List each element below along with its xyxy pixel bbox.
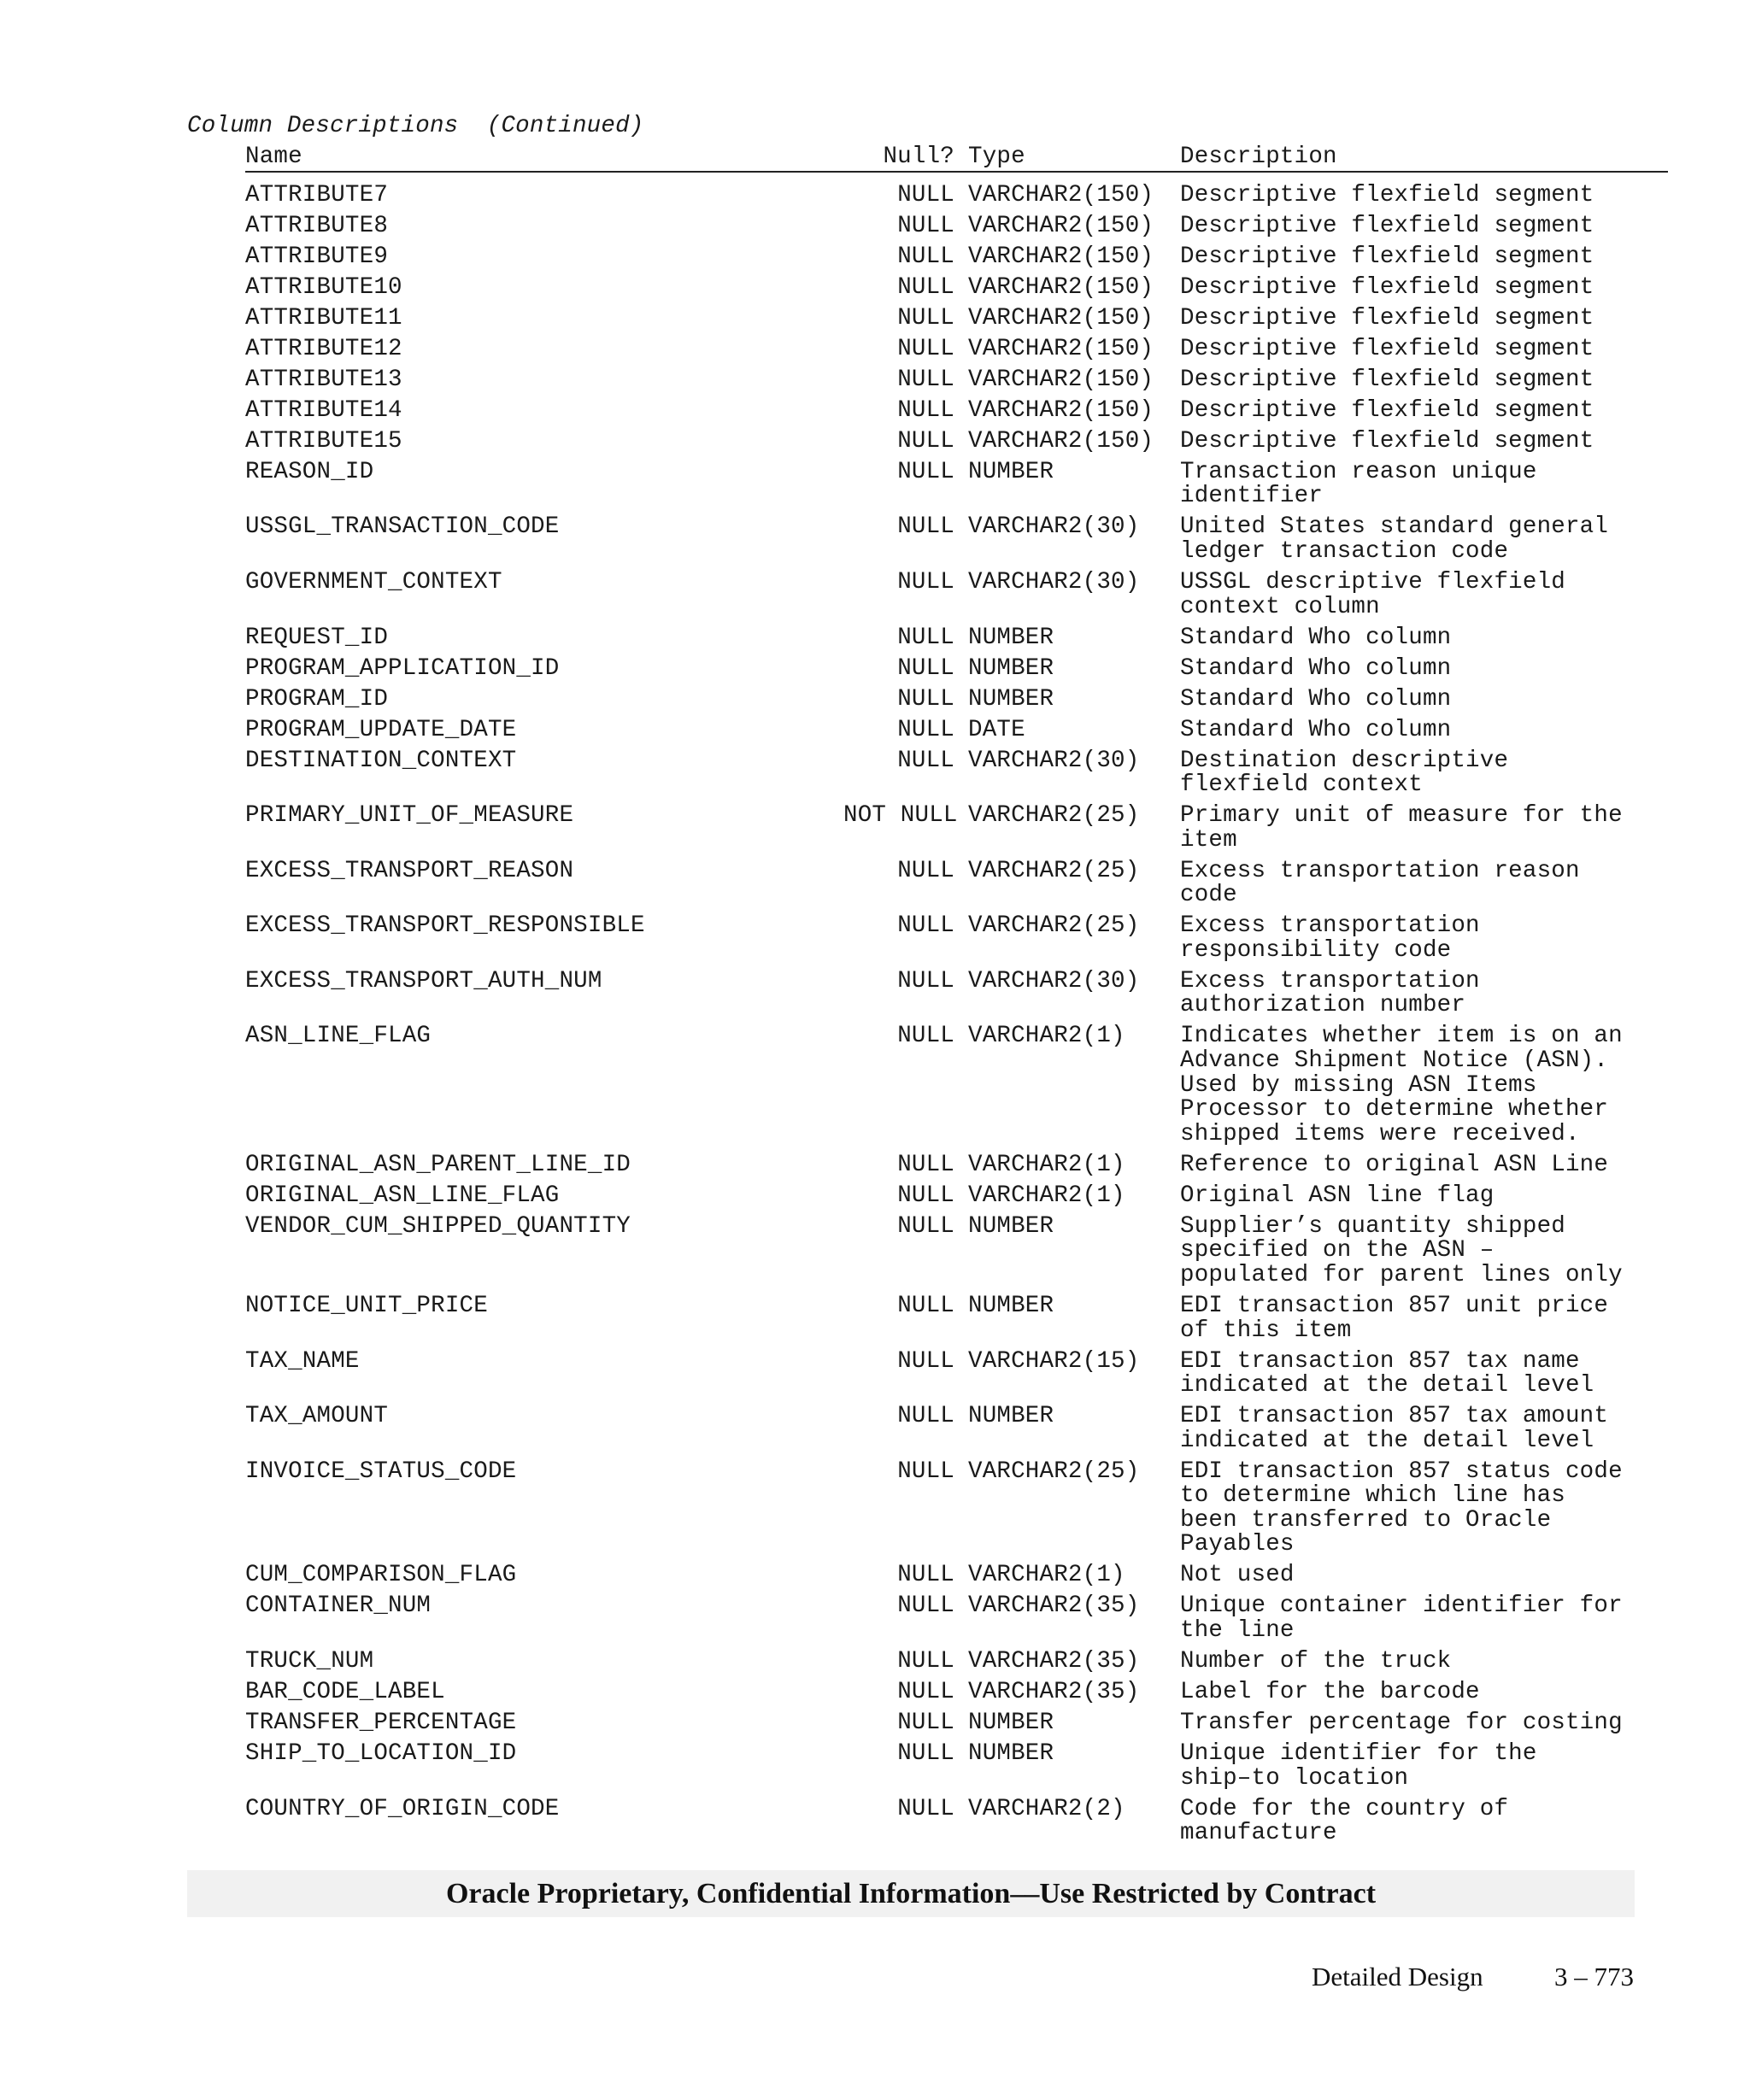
type-cell: VARCHAR2(150) [968, 243, 1154, 270]
table-row [245, 245, 1668, 270]
column-name-cell: INVOICE_STATUS_CODE [245, 1458, 517, 1485]
type-cell: VARCHAR2(150) [968, 366, 1154, 393]
null-cell: NULL [897, 1182, 954, 1209]
description-cell: Descriptive flexfield segment [1180, 243, 1594, 270]
type-cell: VARCHAR2(35) [968, 1678, 1140, 1705]
type-cell: VARCHAR2(150) [968, 335, 1154, 362]
table-header [245, 145, 1668, 173]
table-row [245, 859, 1668, 908]
column-name-cell: TAX_AMOUNT [245, 1403, 389, 1430]
null-cell: NULL [897, 1212, 954, 1240]
description-cell: Standard Who column [1180, 685, 1452, 713]
continued-label: (Continued) [486, 113, 644, 139]
type-cell: VARCHAR2(35) [968, 1593, 1140, 1620]
description-cell: Transfer percentage for costing [1180, 1709, 1623, 1736]
table-row [245, 1460, 1668, 1557]
table-row [245, 1739, 1668, 1792]
column-name-cell: ATTRIBUTE8 [245, 212, 389, 239]
confidential-text: Oracle Proprietary, Confidential Information––Use Restricted by Contract [445, 1877, 1377, 1909]
type-cell: VARCHAR2(150) [968, 182, 1154, 208]
type-cell: VARCHAR2(30) [968, 967, 1140, 994]
type-cell: VARCHAR2(15) [968, 1347, 1140, 1375]
type-cell: VARCHAR2(1) [968, 1151, 1125, 1178]
null-cell: NULL [897, 716, 954, 743]
section-title-text: Column Descriptions [187, 113, 459, 139]
column-name-cell: GOVERNMENT_CONTEXT [245, 569, 502, 596]
null-cell: NULL [897, 685, 954, 713]
description-cell: Reference to original ASN Line [1180, 1151, 1609, 1178]
table-row [245, 515, 1668, 564]
type-cell: VARCHAR2(35) [968, 1647, 1140, 1675]
column-name-cell: PROGRAM_ID [245, 685, 389, 713]
null-cell: NULL [897, 967, 954, 994]
column-name-cell: ATTRIBUTE10 [245, 273, 402, 301]
type-cell: VARCHAR2(150) [968, 212, 1154, 239]
null-cell: NULL [897, 366, 954, 393]
table-row [245, 1212, 1668, 1288]
column-name-cell: ATTRIBUTE9 [245, 243, 389, 270]
table-row [245, 914, 1668, 963]
type-cell: NUMBER [968, 624, 1054, 651]
type-cell: NUMBER [968, 1292, 1054, 1319]
type-cell: NUMBER [968, 685, 1054, 713]
null-cell: NULL [897, 396, 954, 424]
column-name-cell: VENDOR_CUM_SHIPPED_QUANTITY [245, 1212, 631, 1240]
column-name-cell: ATTRIBUTE12 [245, 335, 402, 362]
column-name-cell: CONTAINER_NUM [245, 1593, 432, 1620]
description-cell: Unique container identifier for the line [1180, 1593, 1623, 1644]
type-cell: NUMBER [968, 1212, 1054, 1240]
description-cell: Transaction reason unique identifier [1180, 458, 1537, 510]
description-cell: Not used [1180, 1562, 1295, 1589]
table-row [245, 749, 1668, 798]
description-cell: Indicates whether item is on an Advance Shipment Notice (ASN). Used by missing ASN Items Processor to determine whether shipped items were received. [1180, 1023, 1623, 1147]
table-row [245, 1347, 1668, 1399]
null-cell: NULL [897, 1458, 954, 1485]
table-row [245, 1184, 1668, 1209]
null-cell: NULL [897, 243, 954, 270]
column-name-cell: ATTRIBUTE11 [245, 304, 402, 331]
column-header-type: Type [968, 144, 1025, 170]
description-cell: Descriptive flexfield segment [1180, 366, 1594, 393]
null-cell: NULL [897, 513, 954, 541]
column-name-cell: EXCESS_TRANSPORT_REASON [245, 857, 574, 884]
column-name-cell: USSGL_TRANSACTION_CODE [245, 513, 560, 541]
description-cell: Standard Who column [1180, 624, 1452, 651]
column-name-cell: ORIGINAL_ASN_PARENT_LINE_ID [245, 1151, 631, 1178]
column-name-cell: REASON_ID [245, 458, 374, 485]
null-cell: NULL [897, 335, 954, 362]
footer-page-number: 3 – 773 [1554, 1962, 1634, 1991]
column-name-cell: DESTINATION_CONTEXT [245, 747, 517, 774]
null-cell: NULL [897, 1795, 954, 1822]
type-cell: VARCHAR2(30) [968, 569, 1140, 596]
type-cell: VARCHAR2(25) [968, 802, 1140, 830]
table-row [245, 1678, 1668, 1705]
table-row [245, 1647, 1668, 1675]
null-cell: NULL [897, 1562, 954, 1589]
column-name-cell: ATTRIBUTE7 [245, 182, 389, 208]
type-cell: VARCHAR2(150) [968, 304, 1154, 331]
type-cell: VARCHAR2(150) [968, 273, 1154, 301]
description-cell: Descriptive flexfield segment [1180, 396, 1594, 424]
null-cell: NULL [897, 654, 954, 682]
section-title [187, 114, 644, 139]
column-name-cell: EXCESS_TRANSPORT_RESPONSIBLE [245, 912, 645, 940]
column-name-cell: TRUCK_NUM [245, 1647, 374, 1675]
column-name-cell: PRIMARY_UNIT_OF_MEASURE [245, 802, 574, 830]
description-cell: Descriptive flexfield segment [1180, 304, 1594, 331]
description-cell: Standard Who column [1180, 654, 1452, 682]
description-cell: Unique identifier for the ship–to location [1180, 1739, 1537, 1792]
table-row [245, 1795, 1668, 1847]
type-cell: DATE [968, 716, 1025, 743]
column-name-cell: PROGRAM_UPDATE_DATE [245, 716, 517, 743]
null-cell: NULL [897, 182, 954, 208]
description-cell: Primary unit of measure for the item [1180, 802, 1623, 853]
type-cell: VARCHAR2(1) [968, 1562, 1125, 1589]
null-cell: NULL [897, 1678, 954, 1705]
null-cell: NULL [897, 1403, 954, 1430]
null-cell: NULL [897, 624, 954, 651]
column-name-cell: NOTICE_UNIT_PRICE [245, 1292, 488, 1319]
null-cell: NOT NULL [843, 802, 958, 830]
table-row [245, 1563, 1668, 1588]
description-cell: Label for the barcode [1180, 1678, 1480, 1705]
table-body [245, 184, 1668, 1852]
description-cell: Descriptive flexfield segment [1180, 427, 1594, 455]
table-row [245, 804, 1668, 853]
type-cell: NUMBER [968, 1403, 1054, 1430]
type-cell: VARCHAR2(150) [968, 427, 1154, 455]
type-cell: VARCHAR2(1) [968, 1023, 1125, 1050]
null-cell: NULL [897, 747, 954, 774]
type-cell: VARCHAR2(150) [968, 396, 1154, 424]
type-cell: NUMBER [968, 1739, 1054, 1767]
type-cell: VARCHAR2(2) [968, 1795, 1125, 1822]
confidential-banner [187, 1870, 1635, 1917]
description-cell: Excess transportation reason code [1180, 857, 1580, 909]
column-name-cell: EXCESS_TRANSPORT_AUTH_NUM [245, 967, 602, 994]
null-cell: NULL [897, 569, 954, 596]
description-cell: Supplier’s quantity shipped specified on the ASN – populated for parent lines only [1180, 1212, 1623, 1288]
description-cell: Original ASN line flag [1180, 1182, 1495, 1209]
description-cell: EDI transaction 857 status code to determine which line has been transferred to Oracle Payables [1180, 1458, 1623, 1558]
table-row [245, 626, 1668, 651]
column-name-cell: CUM_COMPARISON_FLAG [245, 1562, 517, 1589]
table-row [245, 1294, 1668, 1343]
null-cell: NULL [897, 1347, 954, 1375]
column-name-cell: TAX_NAME [245, 1347, 360, 1375]
table-row [245, 1024, 1668, 1147]
description-cell: Code for the country of manufacture [1180, 1795, 1509, 1847]
null-cell: NULL [897, 458, 954, 485]
table-row [245, 368, 1668, 393]
table-row [245, 571, 1668, 619]
description-cell: EDI transaction 857 unit price of this item [1180, 1292, 1609, 1344]
column-name-cell: ATTRIBUTE13 [245, 366, 402, 393]
column-name-cell: BAR_CODE_LABEL [245, 1678, 445, 1705]
table-row [245, 396, 1668, 424]
column-name-cell: COUNTRY_OF_ORIGIN_CODE [245, 1795, 560, 1822]
description-cell: Number of the truck [1180, 1647, 1452, 1675]
null-cell: NULL [897, 1151, 954, 1178]
type-cell: VARCHAR2(1) [968, 1182, 1125, 1209]
column-name-cell: SHIP_TO_LOCATION_ID [245, 1739, 517, 1767]
table-row [245, 1405, 1668, 1453]
column-name-cell: ASN_LINE_FLAG [245, 1023, 432, 1050]
table-row [245, 716, 1668, 743]
description-cell: EDI transaction 857 tax name indicated at the detail level [1180, 1347, 1594, 1399]
type-cell: VARCHAR2(30) [968, 747, 1140, 774]
column-name-cell: ATTRIBUTE14 [245, 396, 402, 424]
null-cell: NULL [897, 304, 954, 331]
table-row [245, 337, 1668, 362]
description-cell: Excess transportation responsibility code [1180, 912, 1480, 964]
table-row [245, 427, 1668, 455]
table-row [245, 273, 1668, 301]
description-cell: Excess transportation authorization number [1180, 967, 1480, 1019]
type-cell: NUMBER [968, 458, 1054, 485]
column-header-null: Null? [883, 144, 954, 170]
type-cell: VARCHAR2(25) [968, 857, 1140, 884]
null-cell: NULL [897, 1739, 954, 1767]
type-cell: NUMBER [968, 654, 1054, 682]
type-cell: VARCHAR2(30) [968, 513, 1140, 541]
table-row [245, 1153, 1668, 1178]
column-name-cell: REQUEST_ID [245, 624, 389, 651]
null-cell: NULL [897, 1647, 954, 1675]
description-cell: Standard Who column [1180, 716, 1452, 743]
column-name-cell: PROGRAM_APPLICATION_ID [245, 654, 560, 682]
null-cell: NULL [897, 912, 954, 940]
description-cell: EDI transaction 857 tax amount indicated at the detail level [1180, 1403, 1609, 1454]
type-cell: VARCHAR2(25) [968, 1458, 1140, 1485]
table-row [245, 304, 1668, 331]
table-row [245, 214, 1668, 239]
table-row [245, 967, 1668, 1019]
description-cell: United States standard general ledger transaction code [1180, 513, 1609, 566]
null-cell: NULL [897, 1709, 954, 1736]
null-cell: NULL [897, 1023, 954, 1050]
null-cell: NULL [897, 212, 954, 239]
table-row [245, 1594, 1668, 1643]
description-cell: USSGL descriptive flexfield context column [1180, 569, 1565, 620]
table-row [245, 460, 1668, 509]
null-cell: NULL [897, 427, 954, 455]
description-cell: Descriptive flexfield segment [1180, 335, 1594, 362]
table-row [245, 1711, 1668, 1736]
table-row [245, 685, 1668, 713]
footer-section-name: Detailed Design [1312, 1962, 1483, 1991]
null-cell: NULL [897, 1292, 954, 1319]
description-cell: Descriptive flexfield segment [1180, 273, 1594, 301]
column-name-cell: ORIGINAL_ASN_LINE_FLAG [245, 1182, 560, 1209]
null-cell: NULL [897, 1593, 954, 1620]
description-cell: Descriptive flexfield segment [1180, 212, 1594, 239]
type-cell: VARCHAR2(25) [968, 912, 1140, 940]
null-cell: NULL [897, 273, 954, 301]
column-header-description: Description [1180, 144, 1337, 170]
description-cell: Descriptive flexfield segment [1180, 182, 1594, 208]
column-name-cell: ATTRIBUTE15 [245, 427, 402, 455]
description-cell: Destination descriptive flexfield context [1180, 747, 1509, 799]
table-row [245, 654, 1668, 682]
table-row [245, 184, 1668, 208]
null-cell: NULL [897, 857, 954, 884]
column-name-cell: TRANSFER_PERCENTAGE [245, 1709, 517, 1736]
type-cell: NUMBER [968, 1709, 1054, 1736]
column-header-name: Name [245, 144, 302, 170]
